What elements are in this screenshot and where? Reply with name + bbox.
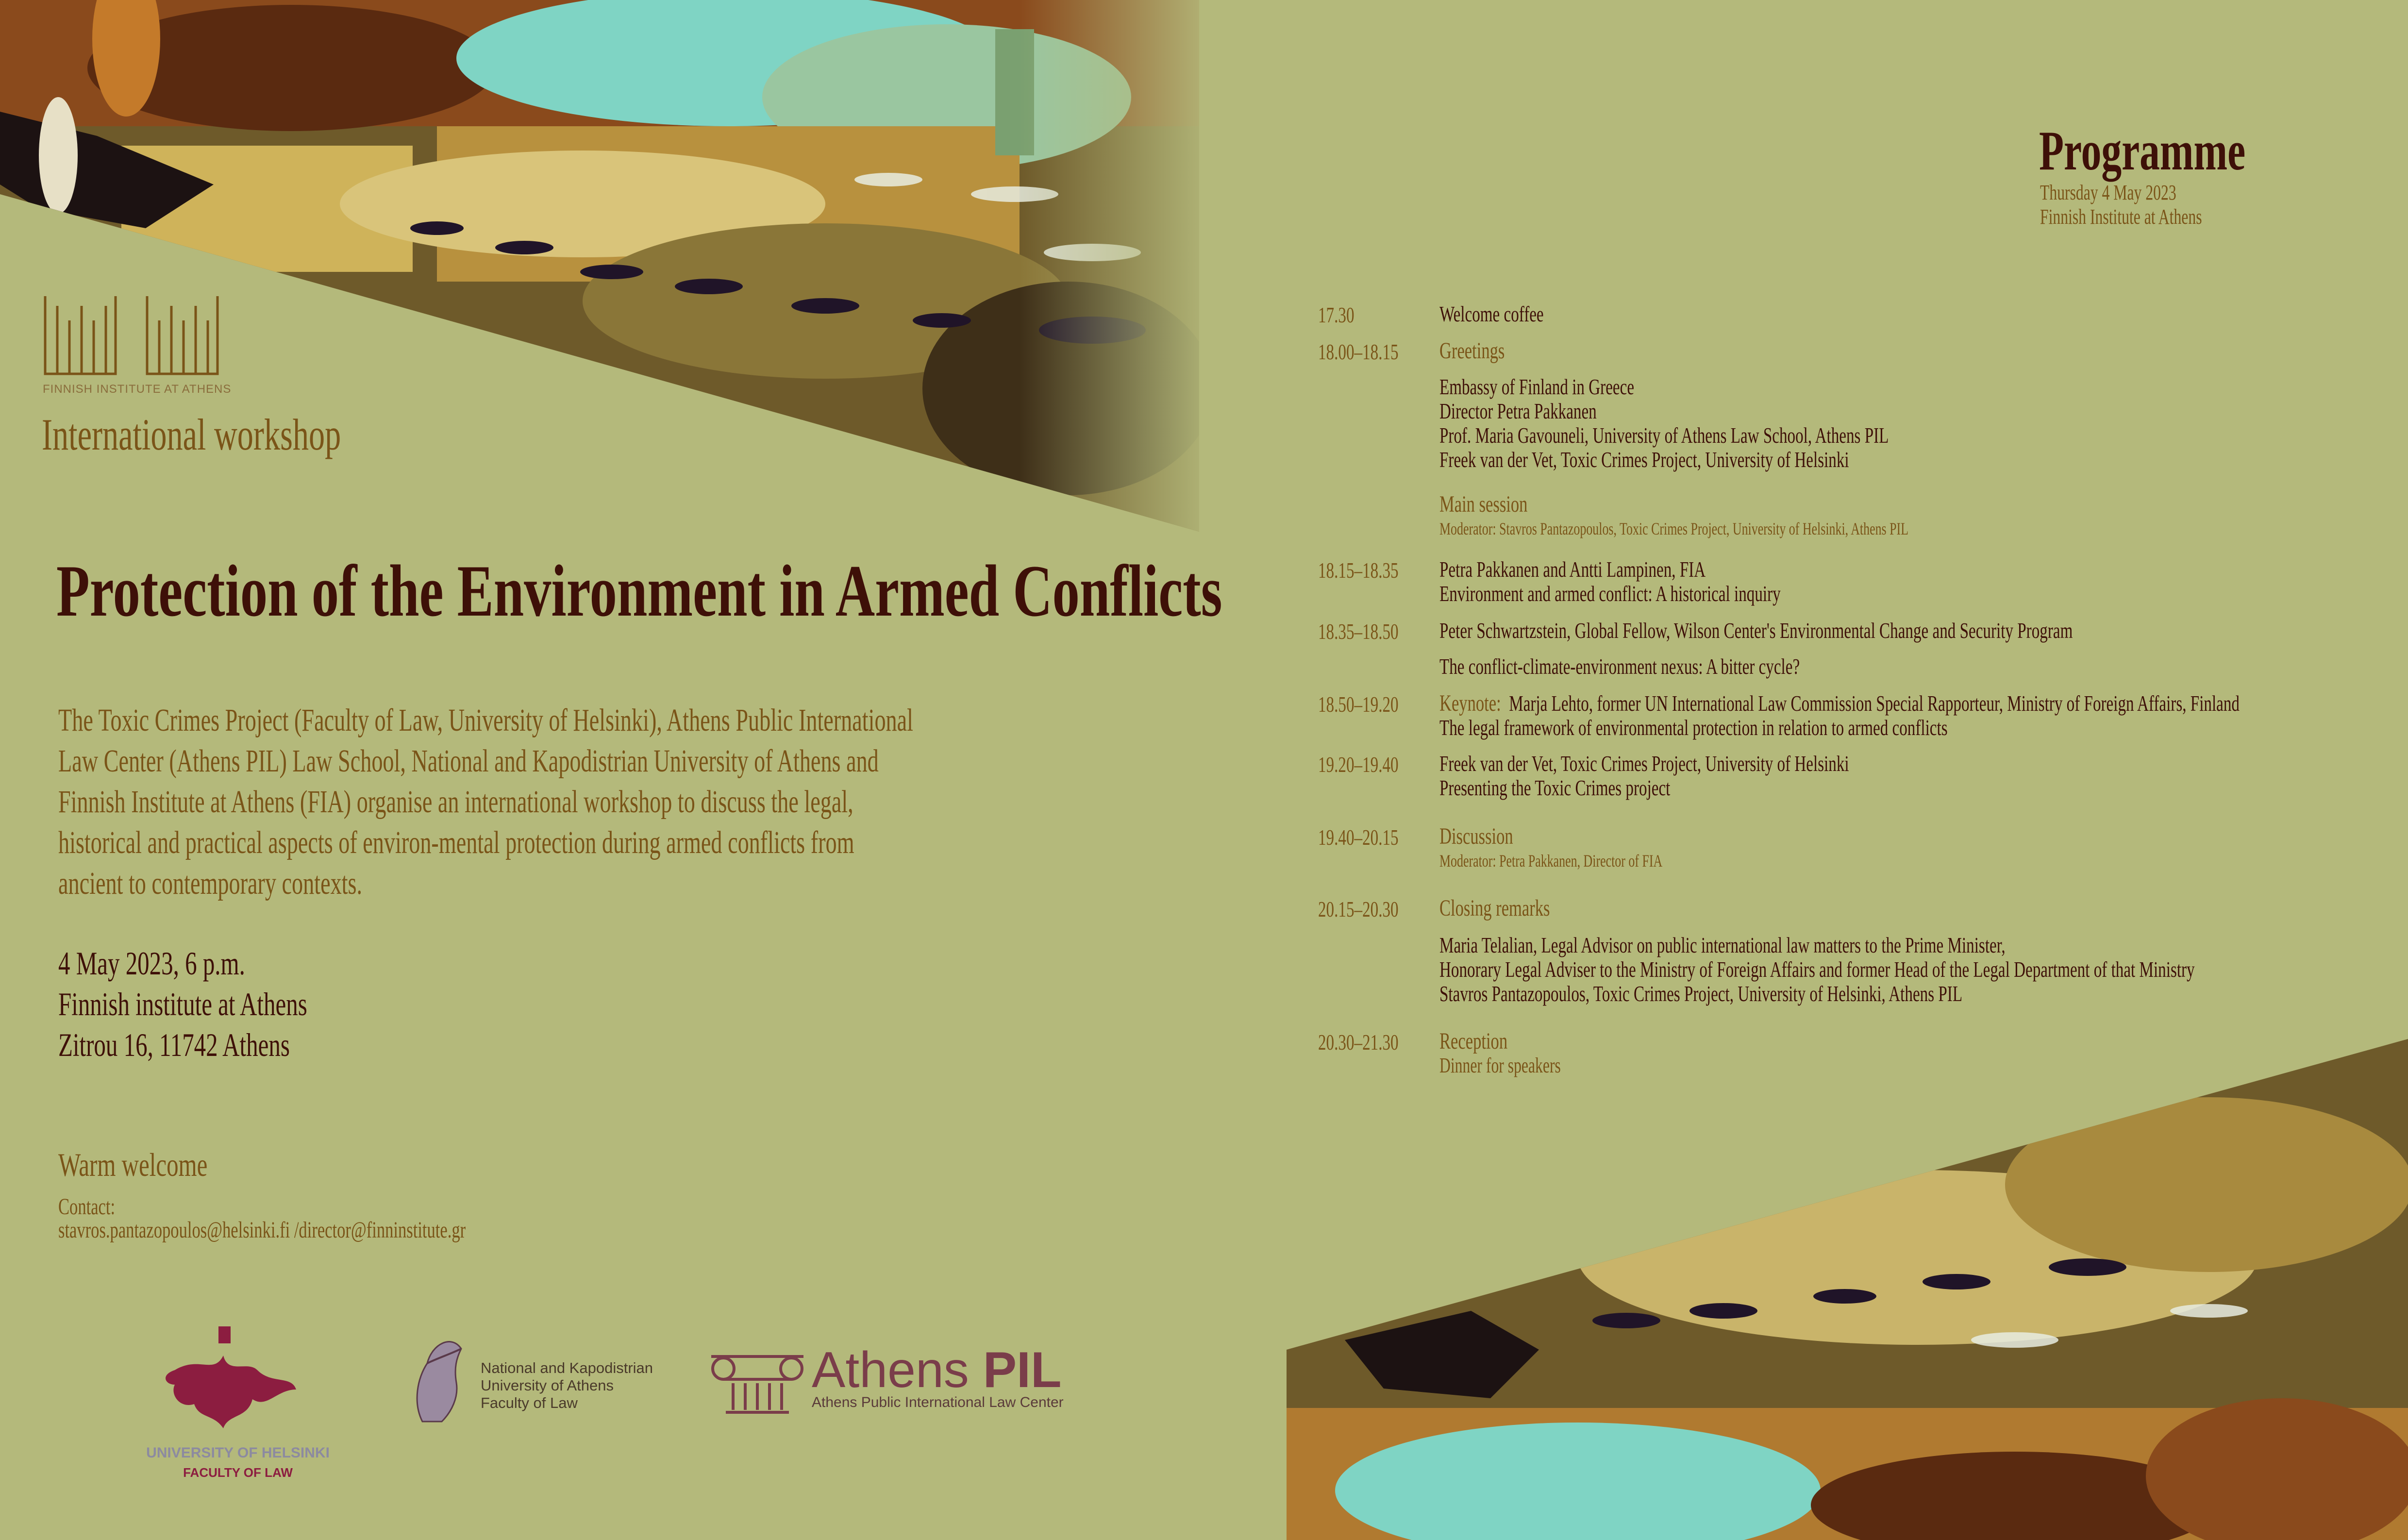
athens-pil-subtitle: Athens Public International Law Center (812, 1394, 1064, 1410)
athena-head-icon (408, 1329, 466, 1426)
contact-label: Contact: (58, 1194, 116, 1220)
item-content (1439, 557, 1781, 606)
contact-block (58, 1195, 466, 1242)
pil-name-bold: PIL (983, 1342, 1062, 1398)
item-time: 18.35–18.50 (1318, 619, 1399, 644)
event-date: 4 May 2023, 6 p.m. (58, 945, 245, 982)
university-of-helsinki-logo (146, 1317, 330, 1482)
nkua-text (481, 1359, 653, 1412)
event-info (58, 943, 307, 1065)
item-content (1439, 824, 1662, 873)
item-line: Presenting the Toxic Crimes project (1439, 775, 1671, 800)
item-time: 20.30–21.30 (1318, 1030, 1399, 1055)
item-moderator: Moderator: Stavros Pantazopoulos, Toxic Crimes Project, University of Helsinki, Athens PIL (1439, 519, 1908, 538)
nkua-line-1: National and Kapodistrian (481, 1359, 653, 1376)
item-time: 19.40–20.15 (1318, 825, 1399, 850)
item-time: 18.15–18.35 (1318, 558, 1399, 583)
item-line: Maria Telalian, Legal Advisor on public international law matters to the Prime Minister, (1439, 933, 2006, 957)
flame-icon (166, 1326, 296, 1428)
welcome-text: Warm welcome (58, 1146, 208, 1183)
item-line: Environment and armed conflict: A historical inquiry (1439, 581, 1781, 606)
item-line: The legal framework of environmental protection in relation to armed conflicts (1439, 715, 1948, 740)
item-line: Welcome coffee (1439, 301, 1544, 326)
item-line: Embassy of Finland in Greece (1439, 374, 1635, 399)
nkua-line-2: University of Athens (481, 1377, 614, 1394)
item-content (1439, 752, 1849, 800)
event-kicker: International workshop (42, 410, 341, 459)
item-content (1439, 654, 1800, 679)
item-line: Freek van der Vet, Toxic Crimes Project, University of Helsinki (1439, 751, 1849, 776)
item-content (1439, 619, 2073, 643)
event-venue: Finnish institute at Athens (58, 986, 307, 1022)
item-time: 17.30 (1318, 302, 1354, 327)
event-address: Zitrou 16, 11742 Athens (58, 1026, 290, 1063)
ionic-column-icon (706, 1347, 808, 1415)
item-time: 20.15–20.30 (1318, 897, 1399, 921)
programme-meta (2040, 181, 2202, 229)
item-line: Petra Pakkanen and Antti Lampinen, FIA (1439, 557, 1706, 582)
programme-date: Thursday 4 May 2023 (2040, 181, 2176, 204)
item-heading: Closing remarks (1439, 895, 1550, 921)
item-sub: Dinner for speakers (1439, 1054, 1561, 1077)
pil-name-light: Athens (812, 1342, 983, 1398)
collage-artwork-bottom (1287, 1039, 2408, 1540)
item-heading: Reception (1439, 1028, 1508, 1054)
page-title: Protection of the Environment in Armed Conflicts (56, 550, 1222, 632)
uh-faculty: FACULTY OF LAW (183, 1465, 293, 1480)
fia-logo-caption: FINNISH INSTITUTE AT ATHENS (43, 383, 232, 396)
athens-pil-name (812, 1342, 1062, 1398)
item-content (1439, 896, 1550, 921)
item-line: Honorary Legal Adviser to the Ministry of Foreign Affairs and former Head of the Legal Department of that Ministry (1439, 957, 2195, 982)
keynote-speaker: Marja Lehto, former UN International Law Commission Special Rapporteur, Ministry of Foreign Affairs, Finland (1509, 691, 2240, 716)
item-time: 18.50–19.20 (1318, 692, 1399, 717)
keynote-label: Keynote: (1439, 690, 1501, 716)
uh-name: UNIVERSITY OF HELSINKI (146, 1445, 330, 1461)
programme-venue: Finnish Institute at Athens (2040, 205, 2202, 229)
programme-title: Programme (2039, 120, 2246, 182)
item-heading: Greetings (1439, 338, 1505, 364)
item-content (1439, 933, 2195, 1006)
fia-logo-icon (43, 291, 222, 398)
item-content (1439, 1029, 1561, 1078)
item-moderator: Moderator: Petra Pakkanen, Director of FIA (1439, 851, 1663, 870)
item-time: 18.00–18.15 (1318, 339, 1399, 364)
item-line: Peter Schwartzstein, Global Fellow, Wilson Center's Environmental Change and Security Program (1439, 618, 2073, 643)
item-heading: Main session (1439, 491, 1528, 517)
intro-paragraph (58, 700, 921, 904)
item-line: Director Petra Pakkanen (1439, 399, 1597, 423)
item-heading: Discussion (1439, 823, 1513, 849)
item-line: Freek van der Vet, Toxic Crimes Project, University of Helsinki (1439, 447, 1849, 472)
item-content (1439, 302, 1544, 326)
contact-email-link[interactable]: stavros.pantazopoulos@helsinki.fi /director@finninstitute.gr (58, 1217, 466, 1243)
item-line: Stavros Pantazopoulos, Toxic Crimes Project, University of Helsinki, Athens PIL (1439, 981, 1963, 1006)
item-content (1439, 492, 1908, 541)
item-line: The conflict-climate-environment nexus: A bitter cycle? (1439, 654, 1800, 679)
intro-text: The Toxic Crimes Project (Faculty of Law, University of Helsinki), Athens Public International Law Center (Athens PIL) Law School, National and Kapodistrian University of Athens and Finnish Institute at Athens (FIA) organise an international workshop to discuss the legal, historical and practical aspects of environ-mental protection during armed conflicts from ancient to contemporary contexts. (58, 703, 913, 901)
item-line: Prof. Maria Gavouneli, University of Athens Law School, Athens PIL (1439, 423, 1889, 448)
item-content (1439, 691, 2240, 740)
item-content (1439, 375, 1889, 472)
nkua-line-3: Faculty of Law (481, 1394, 578, 1411)
item-content (1439, 339, 1505, 363)
item-time: 19.20–19.40 (1318, 752, 1399, 777)
